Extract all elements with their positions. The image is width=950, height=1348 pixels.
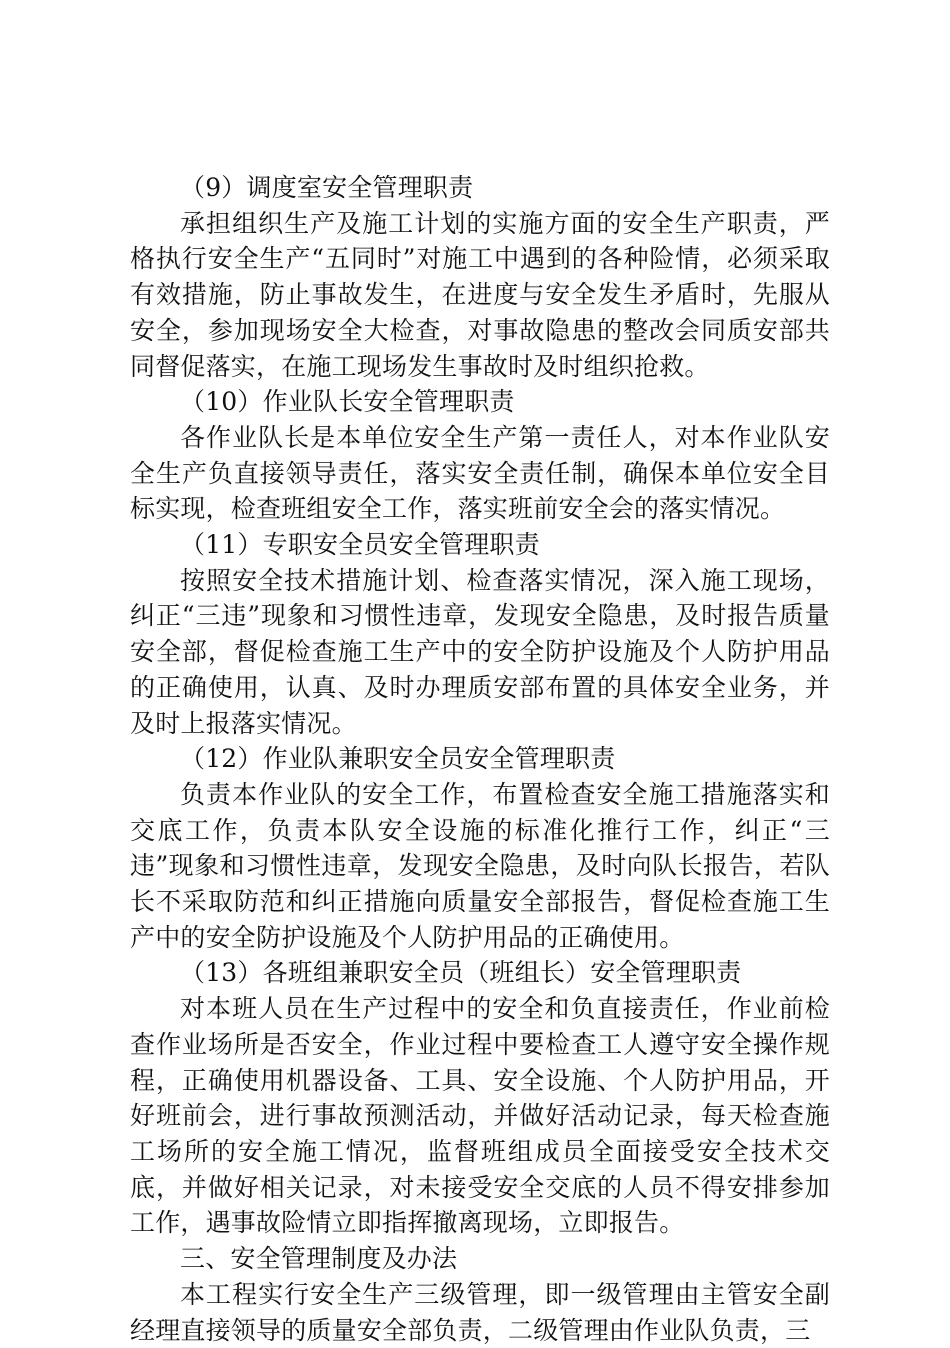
section-heading-9: （9）调度室安全管理职责 bbox=[180, 173, 474, 202]
document-page bbox=[130, 170, 830, 1348]
section-heading-13: （13）各班组兼职安全员（班组长）安全管理职责 bbox=[180, 958, 742, 988]
paragraph-part-time-officer-duties: 负责本作业队的安全工作，布置检查安全施工措施落实和交底工作，负责本队安全设施的标准化推行工作，纠正“三违”现象和习惯性违章，发现安全隐患，及时向队长报告，若队长不采取防范和纠正措施向质量安全部报告，督促检查施工生产中的安全防护设施及个人防护用品的正确使用。 bbox=[130, 779, 830, 952]
paragraph-safety-officer-duties: 按照安全技术措施计划、检查落实情况，深入施工现场，纠正“三违”现象和习惯性违章，发现安全隐患，及时报告质量安全部，督促检查施工生产中的安全防护设施及个人防护用品的正确使用，认真、及时办理质安部布置的具体安全业务，并及时上报落实情况。 bbox=[130, 565, 830, 738]
paragraph-crew-officer-duties: 对本班人员在生产过程中的安全和负直接责任，作业前检查作业场所是否安全，作业过程中要检查工人遵守安全操作规程，正确使用机器设备、工具、安全设施、个人防护用品，开好班前会，进行事故预测活动，并做好活动记录，每天检查施工场所的安全施工情况，监督班组成员全面接受安全技术交底，并做好相关记录，对未接受安全交底的人员不得安排参加工作，遇事故险情立即指挥撤离现场，立即报告。 bbox=[130, 994, 830, 1238]
section-heading-12: （12）作业队兼职安全员安全管理职责 bbox=[180, 744, 616, 774]
chapter-heading-3: 三、安全管理制度及办法 bbox=[180, 1244, 458, 1274]
section-heading-10: （10）作业队长安全管理职责 bbox=[180, 387, 515, 417]
paragraph-dispatch-duties: 承担组织生产及施工计划的实施方面的安全生产职责，严格执行安全生产“五同时”对施工中遇到的各种险情，必须采取有效措施，防止事故发生，在进度与安全发生矛盾时，先服从安全，参加现场安全大检查，对事故隐患的整改会同质安部共同督促落实，在施工现场发生事故时及时组织抢救。 bbox=[130, 208, 830, 381]
section-heading-11: （11）专职安全员安全管理职责 bbox=[180, 530, 540, 560]
paragraph-three-level-management: 本工程实行安全生产三级管理，即一级管理由主管安全副经理直接领导的质量安全部负责，二级管理由作业队负责，三 bbox=[130, 1279, 830, 1345]
paragraph-team-leader-duties: 各作业队长是本单位安全生产第一责任人，对本作业队安全生产负直接领导责任，落实安全责任制，确保本单位安全目标实现，检查班组安全工作，落实班前安全会的落实情况。 bbox=[130, 422, 830, 524]
